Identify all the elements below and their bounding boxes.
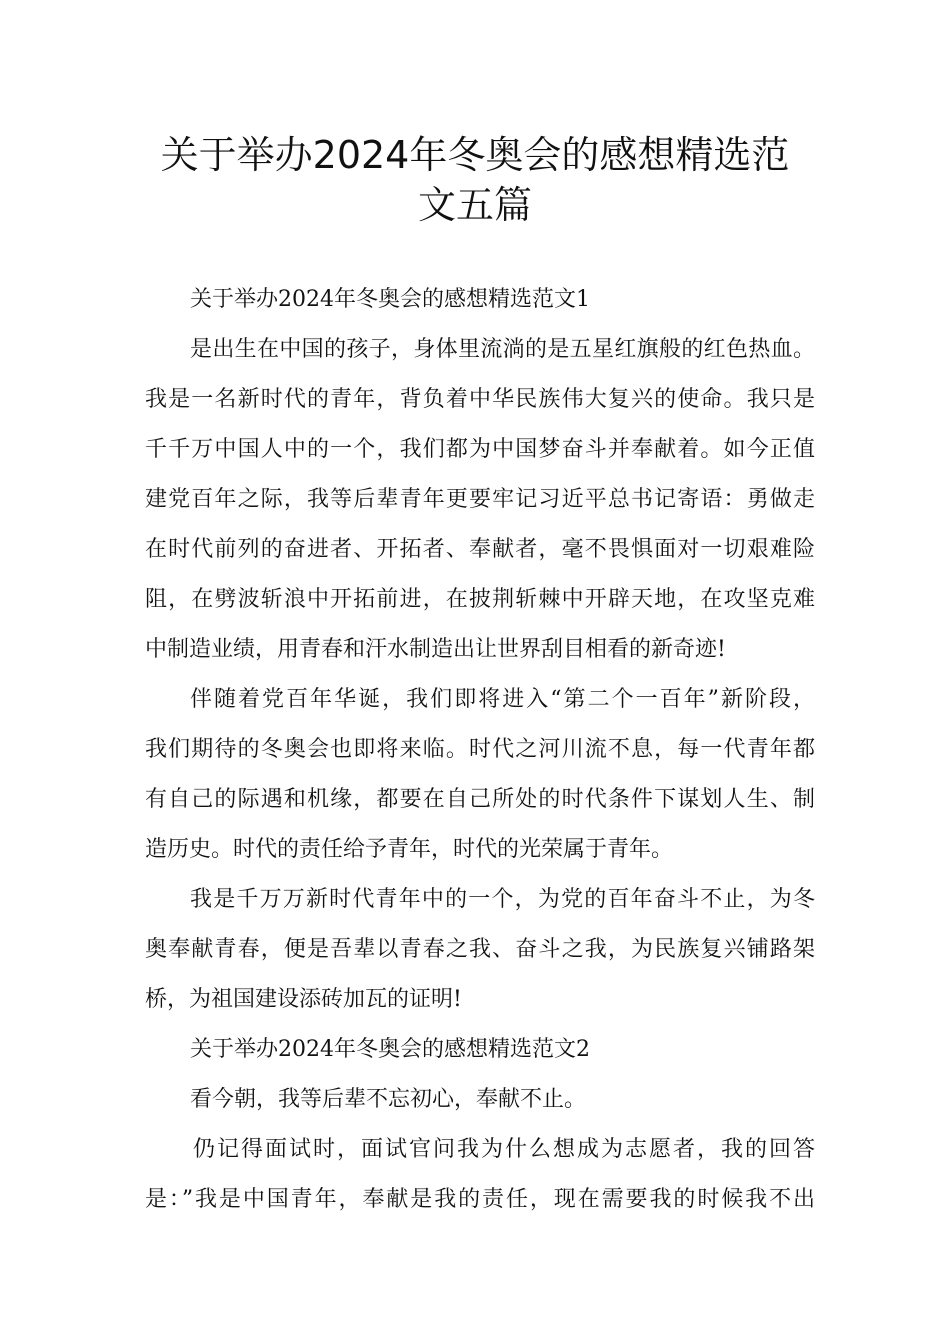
paragraph-line: 伴随着党百年华诞，我们即将进入“第二个一百年”新阶段， <box>190 687 815 712</box>
paragraph-line: 是：”我是中国青年，奉献是我的责任，现在需要我的时候我不出 <box>145 1187 815 1212</box>
section-heading-2: 关于举办2024年冬奥会的感想精选范文2 <box>190 1037 590 1062</box>
paragraph-line: 在时代前列的奋进者、开拓者、奉献者，毫不畏惧面对一切艰难险 <box>145 537 815 562</box>
paragraph-line: 阻，在劈波斩浪中开拓前进，在披荆斩棘中开辟天地，在攻坚克难 <box>145 587 815 612</box>
paragraph-line: 有自己的际遇和机缘，都要在自己所处的时代条件下谋划人生、制 <box>145 787 815 812</box>
paragraph-line: 建党百年之际，我等后辈青年更要牢记习近平总书记寄语：勇做走 <box>145 487 815 512</box>
paragraph-line: 奥奉献青春，便是吾辈以青春之我、奋斗之我，为民族复兴铺路架 <box>145 937 815 962</box>
paragraph-line: 桥，为祖国建设添砖加瓦的证明! <box>145 987 462 1012</box>
section-heading-1: 关于举办2024年冬奥会的感想精选范文1 <box>190 287 590 312</box>
paragraph-line: 是出生在中国的孩子，身体里流淌的是五星红旗般的红色热血。 <box>190 337 815 362</box>
document-title-line-2: 文五篇 <box>417 183 532 227</box>
paragraph-line: 我是千万万新时代青年中的一个，为党的百年奋斗不止，为冬 <box>190 887 815 912</box>
paragraph-line: 中制造业绩，用青春和汗水制造出让世界刮目相看的新奇迹! <box>145 637 726 662</box>
document-title-line-1: 关于举办2024年冬奥会的感想精选范 <box>160 133 790 177</box>
paragraph-line: 看今朝，我等后辈不忘初心，奉献不止。 <box>190 1087 587 1112</box>
paragraph-line: 千千万中国人中的一个，我们都为中国梦奋斗并奉献着。如今正值 <box>145 437 815 462</box>
paragraph-line: 我们期待的冬奥会也即将来临。时代之河川流不息，每一代青年都 <box>145 737 815 762</box>
paragraph-line: 造历史。时代的责任给予青年，时代的光荣属于青年。 <box>145 837 674 862</box>
paragraph-line: 仍记得面试时，面试官问我为什么想成为志愿者，我的回答 <box>193 1137 815 1162</box>
paragraph-line: 我是一名新时代的青年，背负着中华民族伟大复兴的使命。我只是 <box>145 387 815 412</box>
